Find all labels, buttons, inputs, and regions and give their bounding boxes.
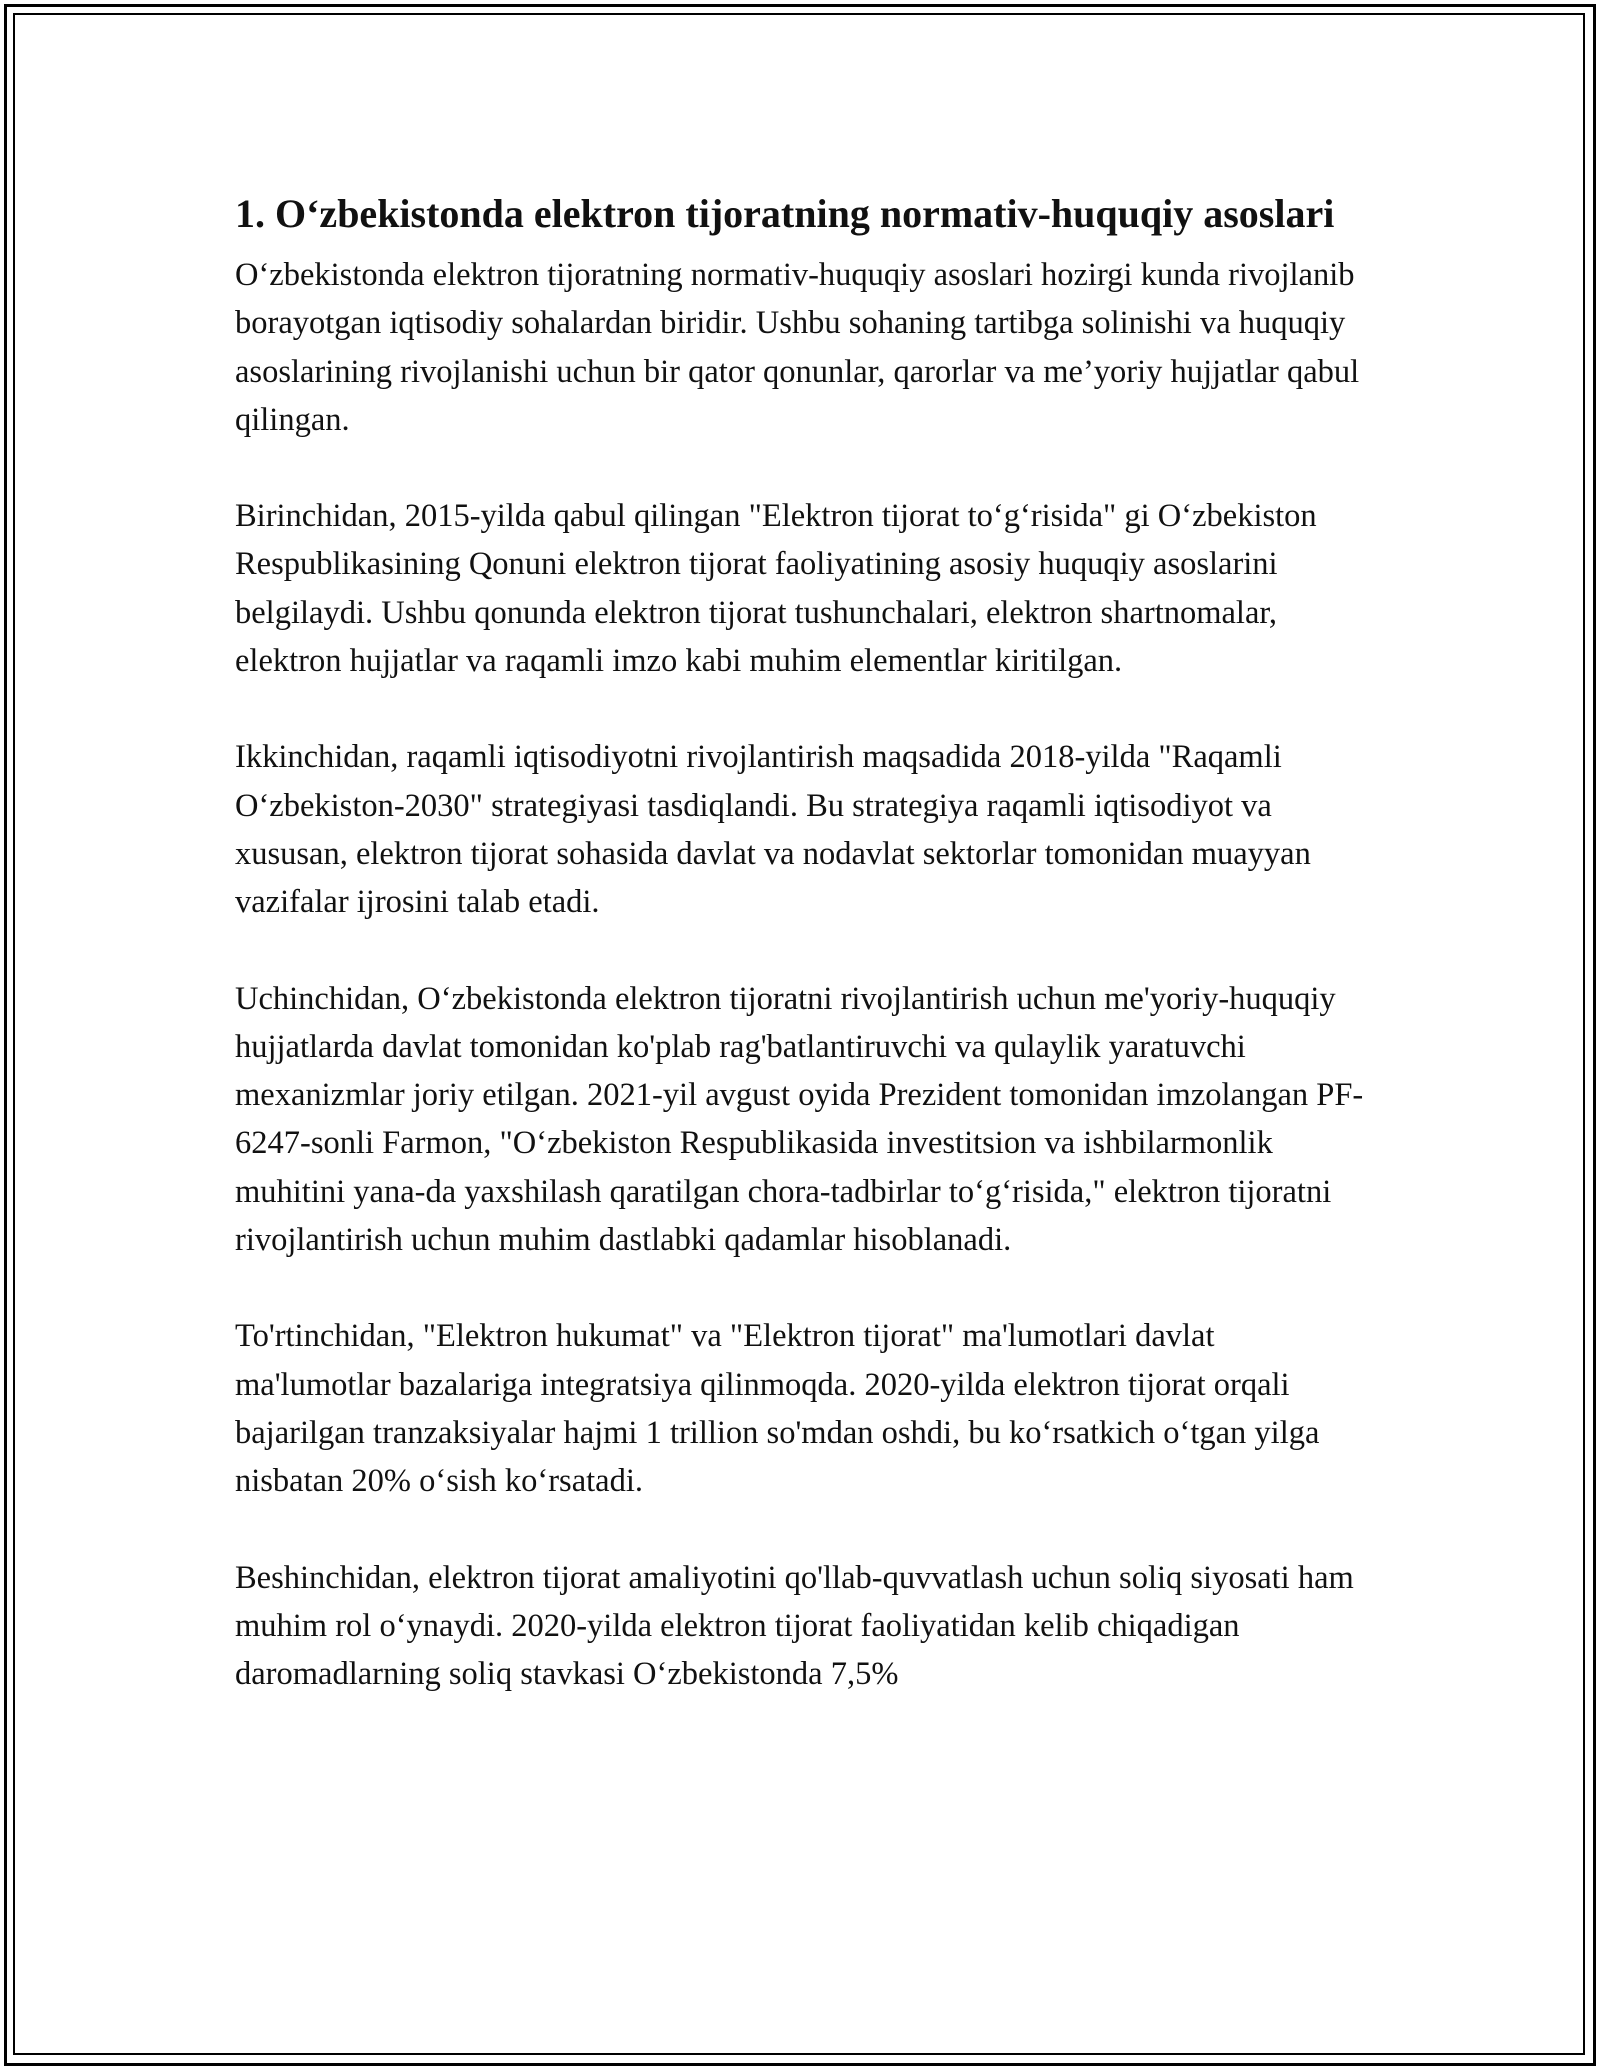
paragraph-first: Birinchidan, 2015-yilda qabul qilingan "Elektron tijorat to‘g‘risida" gi O‘zbekiston Respublikasining Qonuni elektron tijorat faoliyatining asosiy huquqiy asoslarini belgilaydi. Ushbu qonunda elektron tijorat tushunchalari, elektron shartnomalar, elektron hujjatlar va raqamli imzo kabi muhim elementlar kiritilgan. — [235, 498, 1317, 680]
paragraph-fifth: Beshinchidan, elektron tijorat amaliyotini qo'llab-quvvatlash uchun soliq siyosati ham muhim rol o‘ynaydi. 2020-yilda elektron tijorat faoliyatidan kelib chiqadigan daromadlarning soliq stavkasi O‘zbekistonda 7,5% — [235, 1559, 1354, 1693]
document-body — [235, 186, 1370, 1746]
paragraph-second: Ikkinchidan, raqamli iqtisodiyotni rivojlantirish maqsadida 2018-yilda "Raqamli O‘zbekiston-2030" strategiyasi tasdiqlandi. Bu strategiya raqamli iqtisodiyot va xususan, elektron tijorat sohasida davlat va nodavlat sektorlar tomonidan muayyan vazifalar ijrosini talab etadi. — [235, 739, 1311, 921]
paragraph-intro: O‘zbekistonda elektron tijoratning normativ-huquqiy asoslari hozirgi kunda rivojlanib borayotgan iqtisodiy sohalardan biridir. Ushbu sohaning tartibga solinishi va huquqiy asoslarining rivojlanishi uchun bir qator qonunlar, qarorlar va me’yoriy hujjatlar qabul qilingan. — [235, 257, 1360, 438]
paragraph-fourth: To'rtinchidan, "Elektron hukumat" va "Elektron tijorat" ma'lumotlari davlat ma'lumotlar bazalariga integratsiya qilinmoqda. 2020-yilda elektron tijorat orqali bajarilgan tranzaksiyalar hajmi 1 trillion so'mdan oshdi, bu ko‘rsatkich o‘tgan yilga nisbatan 20% o‘sish ko‘rsatadi. — [235, 1318, 1320, 1500]
section-title: 1. O‘zbekistonda elektron tijoratning normativ-huquqiy asoslari — [235, 191, 1335, 236]
paragraph-third: Uchinchidan, O‘zbekistonda elektron tijoratni rivojlantirish uchun me'yoriy-huquqiy hujjatlarda davlat tomonidan ko'plab rag'batlantiruvchi va qulaylik yaratuvchi mexanizmlar joriy etilgan. 2021-yil avgust oyida Prezident tomonidan imzolangan PF-6247-sonli Farmon, "O‘zbekiston Respublikasida investitsion va ishbilarmonlik muhitini yana-da yaxshilash qaratilgan chora-tadbirlar to‘g‘risida," elektron tijoratni rivojlantirish uchun muhim dastlabki qadamlar hisoblanadi. — [235, 980, 1364, 1259]
